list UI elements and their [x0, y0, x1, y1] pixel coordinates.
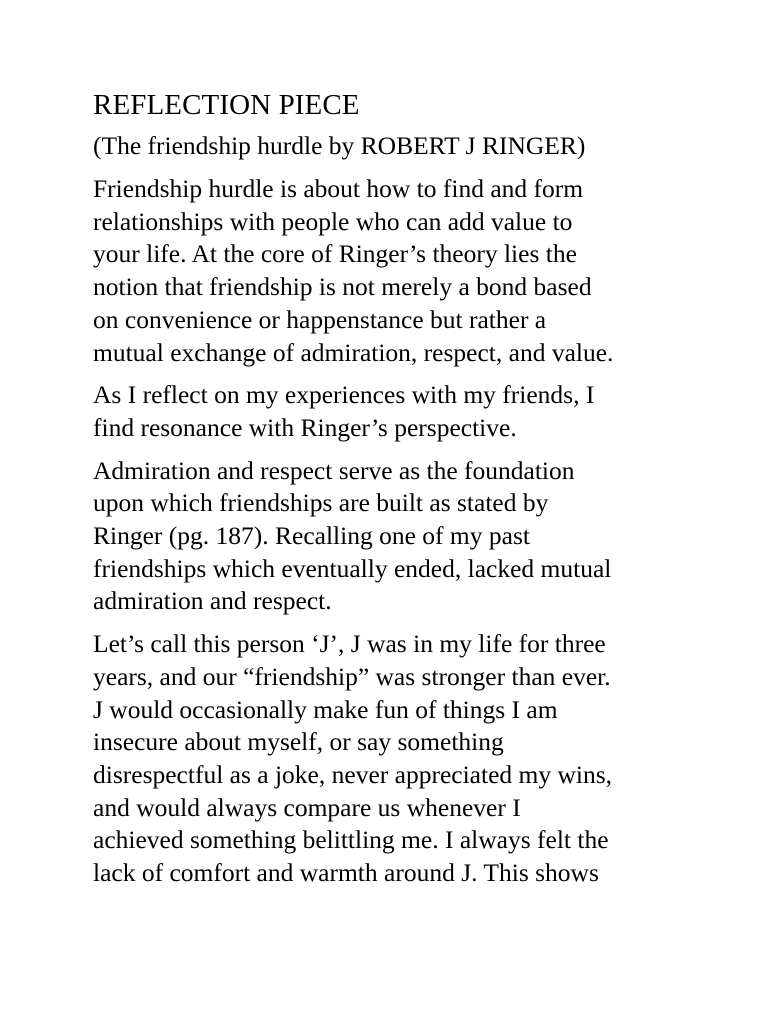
text-line: insecure about myself, or say something [93, 727, 504, 757]
text-line: relationships with people who can add value to [93, 206, 573, 236]
text-line: lack of comfort and warmth around J. This shows [93, 858, 599, 888]
text-line: disrespectful as a joke, never appreciated my wins, [93, 759, 613, 789]
page-title: REFLECTION PIECE [93, 89, 360, 121]
text-line: Let’s call this person ‘J’, J was in my life for three [93, 629, 606, 659]
paragraph-1 [93, 173, 678, 369]
text-line: friendships which eventually ended, lacked mutual [93, 553, 612, 583]
text-line: admiration and respect. [93, 586, 332, 616]
text-line: your life. At the core of Ringer’s theory lies the [93, 239, 577, 269]
text-line: mutual exchange of admiration, respect, and value. [93, 337, 614, 367]
text-line: upon which friendships are built as stated by [93, 488, 549, 518]
document-subtitle: (The friendship hurdle by ROBERT J RINGER) [93, 131, 586, 160]
text-line: notion that friendship is not merely a bond based [93, 272, 592, 302]
paragraph-4 [93, 628, 678, 890]
text-line: and would always compare us whenever I [93, 792, 521, 822]
text-line: find resonance with Ringer’s perspective. [93, 412, 517, 442]
text-line: Friendship hurdle is about how to find and form [93, 174, 584, 203]
text-line: Ringer (pg. 187). Recalling one of my past [93, 521, 530, 551]
text-line: J would occasionally make fun of things I am [93, 694, 558, 724]
text-line: Admiration and respect serve as the foundation [93, 455, 575, 485]
text-line: As I reflect on my experiences with my friends, I [93, 380, 595, 410]
paragraph-3 [93, 455, 678, 619]
paragraph-2 [93, 379, 678, 444]
text-line: achieved something belittling me. I always felt the [93, 825, 609, 855]
text-line: years, and our “friendship” was stronger than ever. [93, 661, 611, 691]
text-line: on convenience or happenstance but rather a [93, 304, 547, 334]
